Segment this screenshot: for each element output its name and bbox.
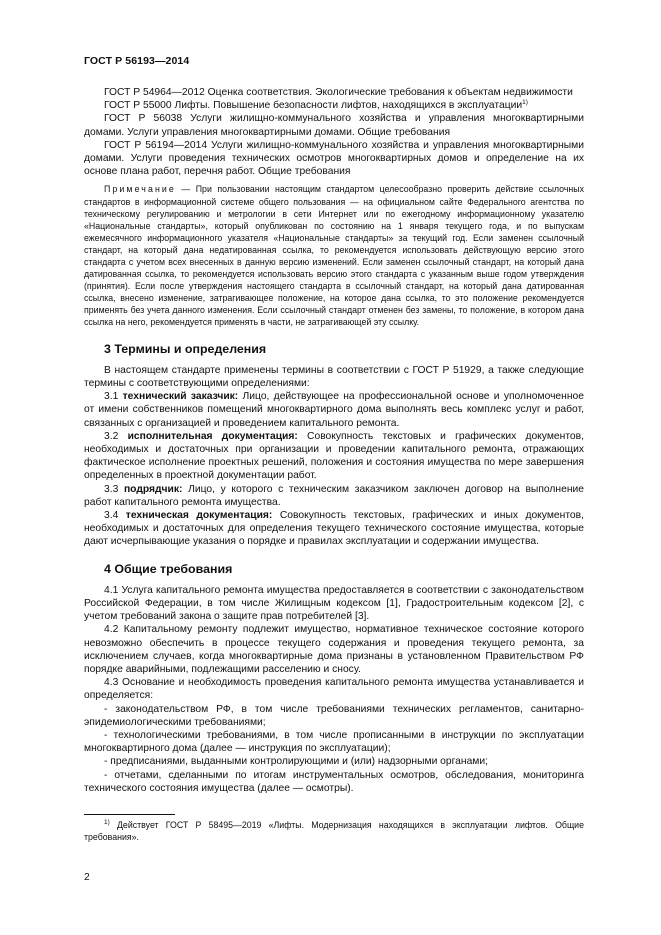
- note-text: — При пользовании настоящим стандартом целесообразно проверить действие ссылочных стандартов в информационной системе общего пользования — на официальном сайте Федерального агентства по техническому регулированию и метрологии в сети Интернет или по ежегодному информационному указателю «Национальные стандарты», который опубликован по состоянию на 1 января текущего года, и по выпускам ежемесячного информационного указателя «Национальные стандарты» за текущий год. Если заменен ссылочный стандарт, на который дана недатированная ссылка, то рекомендуется использовать действующую версию этого стандарта с учетом всех внесенных в данную версию изменений. Если заменен ссылочный стандарт, на который дана датированная ссылка, то рекомендуется использовать версию этого стандарта с указанным выше годом утверждения (принятия). Если после утверждения настоящего стандарта в ссылочный стандарт, на который дана датированная ссылка, внесено изменение, затрагивающее положение, на которое дана ссылка, то это положение рекомендуется применять без учета данного изменения. Если ссылочный стандарт отменен без замены, то положение, в котором дана ссылка на него, рекомендуется применять в части, не затрагивающей эту ссылку.: [84, 184, 584, 328]
- normative-reference: [84, 112, 584, 138]
- term-definition: [84, 390, 584, 430]
- reference-note: [84, 183, 584, 328]
- term-name: техническая документация:: [125, 509, 273, 521]
- normative-reference: [84, 86, 584, 99]
- normative-reference: [84, 139, 584, 179]
- term-number: 3.4: [104, 509, 119, 521]
- term-text: Совокупность текстовых и графических документов, необходимых и достаточных при организации и проведении капитального ремонта, отражающих фактическое исполнение проектных решений, положения и состояния имущества по мере завершения определенных в проектной документации работ.: [84, 430, 584, 482]
- term-number: 3.3: [104, 483, 119, 495]
- term-definition: [84, 509, 584, 549]
- section-paragraph: 4.2 Капитальному ремонту подлежит имущество, нормативное техническое состояние которого невозможно обеспечить в процессе текущего содержания и проведения текущего ремонта, за исключением случаев, когда многоквартирные дома признаны в установленном Правительством РФ порядке аварийными, подлежащими расселению и сносу.: [84, 624, 584, 676]
- term-name: подрядчик:: [123, 483, 183, 495]
- term-text: Совокупность текстовых, графических и иных документов, необходимых и достаточных для определения текущего технического состояние имущества, которые дают исчерпывающие указания о порядке и правилах эксплуатации и содержании имущества.: [84, 509, 584, 548]
- section-4-heading: 4 Общие требования: [104, 561, 233, 576]
- section-paragraph: 4.1 Услуга капитального ремонта имущества предоставляется в соответствии с законодательством Российской Федерации, в том числе Жилищным кодексом [1], Градостроительным кодексом [2], с учетом требований закона о защите прав потребителей [3].: [84, 584, 584, 623]
- term-definition: [84, 483, 584, 509]
- document-body: [84, 86, 584, 795]
- reference-text: ГОСТ Р 55000 Лифты. Повышение безопасности лифтов, находящихся в эксплуатации: [104, 100, 523, 112]
- term-name: исполнительная документация:: [127, 430, 298, 442]
- list-item: - отчетами, сделанными по итогам инструментальных осмотров, обследования, мониторинга технического состояния имущества (далее — осмотры).: [84, 769, 584, 794]
- term-name: технический заказчик:: [122, 391, 239, 403]
- section-3-intro: В настоящем стандарте применены термины в соответствии с ГОСТ Р 51929, а также следующие термины с соответствующими определениями:: [84, 364, 584, 389]
- term-text: Лицо, действующее на профессиональной основе и уполномоченное от имени собственников помещений многоквартирного дома выполнять весь комплекс услуг и работ, связанных с организацией и проведением капитального ремонта.: [84, 391, 584, 429]
- normative-reference: [84, 99, 584, 112]
- reference-text: ГОСТ Р 56194—2014 Услуги жилищно-коммунального хозяйства и управления многоквартирными домами. Услуги проведения технических осмотров многоквартирных домов и определение на их основе плана работ, перечня работ. Общие требования: [84, 139, 584, 178]
- reference-text: ГОСТ Р 54964—2012 Оценка соответствия. Экологические требования к объектам недвижимости: [104, 87, 573, 98]
- footnote-mark[interactable]: 1): [522, 99, 528, 107]
- footnote-divider: [84, 814, 175, 815]
- note-label: Примечание: [104, 184, 176, 195]
- term-definition: [84, 430, 584, 483]
- section-paragraph: 4.3 Основание и необходимость проведения капитального ремонта имущества устанавливается и определяется:: [84, 677, 584, 702]
- section-3-heading: 3 Термины и определения: [104, 341, 267, 356]
- list-item: - предписаниями, выданными контролирующими и (или) надзорными органами;: [104, 756, 488, 768]
- footnote-number: 1): [104, 819, 110, 826]
- footnote-text: Действует ГОСТ Р 58495—2019 «Лифты. Модернизация находящихся в эксплуатации лифтов. Общие требования».: [84, 820, 584, 842]
- reference-text: ГОСТ Р 56038 Услуги жилищно-коммунального хозяйства и управления многоквартирными домами. Услуги управления многоквартирными домами. Общие требования: [84, 113, 584, 138]
- term-number: 3.1: [104, 391, 119, 403]
- term-number: 3.2: [104, 430, 119, 442]
- list-item: - законодательством РФ, в том числе требованиями технических регламентов, санитарно-эпидемиологическими требованиями;: [84, 703, 584, 728]
- footnote: [84, 819, 584, 843]
- page-number: 2: [84, 872, 90, 883]
- list-item: - технологическими требованиями, в том числе прописанными в инструкции по эксплуатации многоквартирного дома (далее — инструкция по эксплуатации);: [84, 730, 584, 755]
- term-text: Лицо, у которого с техническим заказчиком заключен договор на выполнение работ капитального ремонта имущества.: [84, 483, 584, 508]
- document-code-header: ГОСТ Р 56193—2014: [84, 55, 190, 67]
